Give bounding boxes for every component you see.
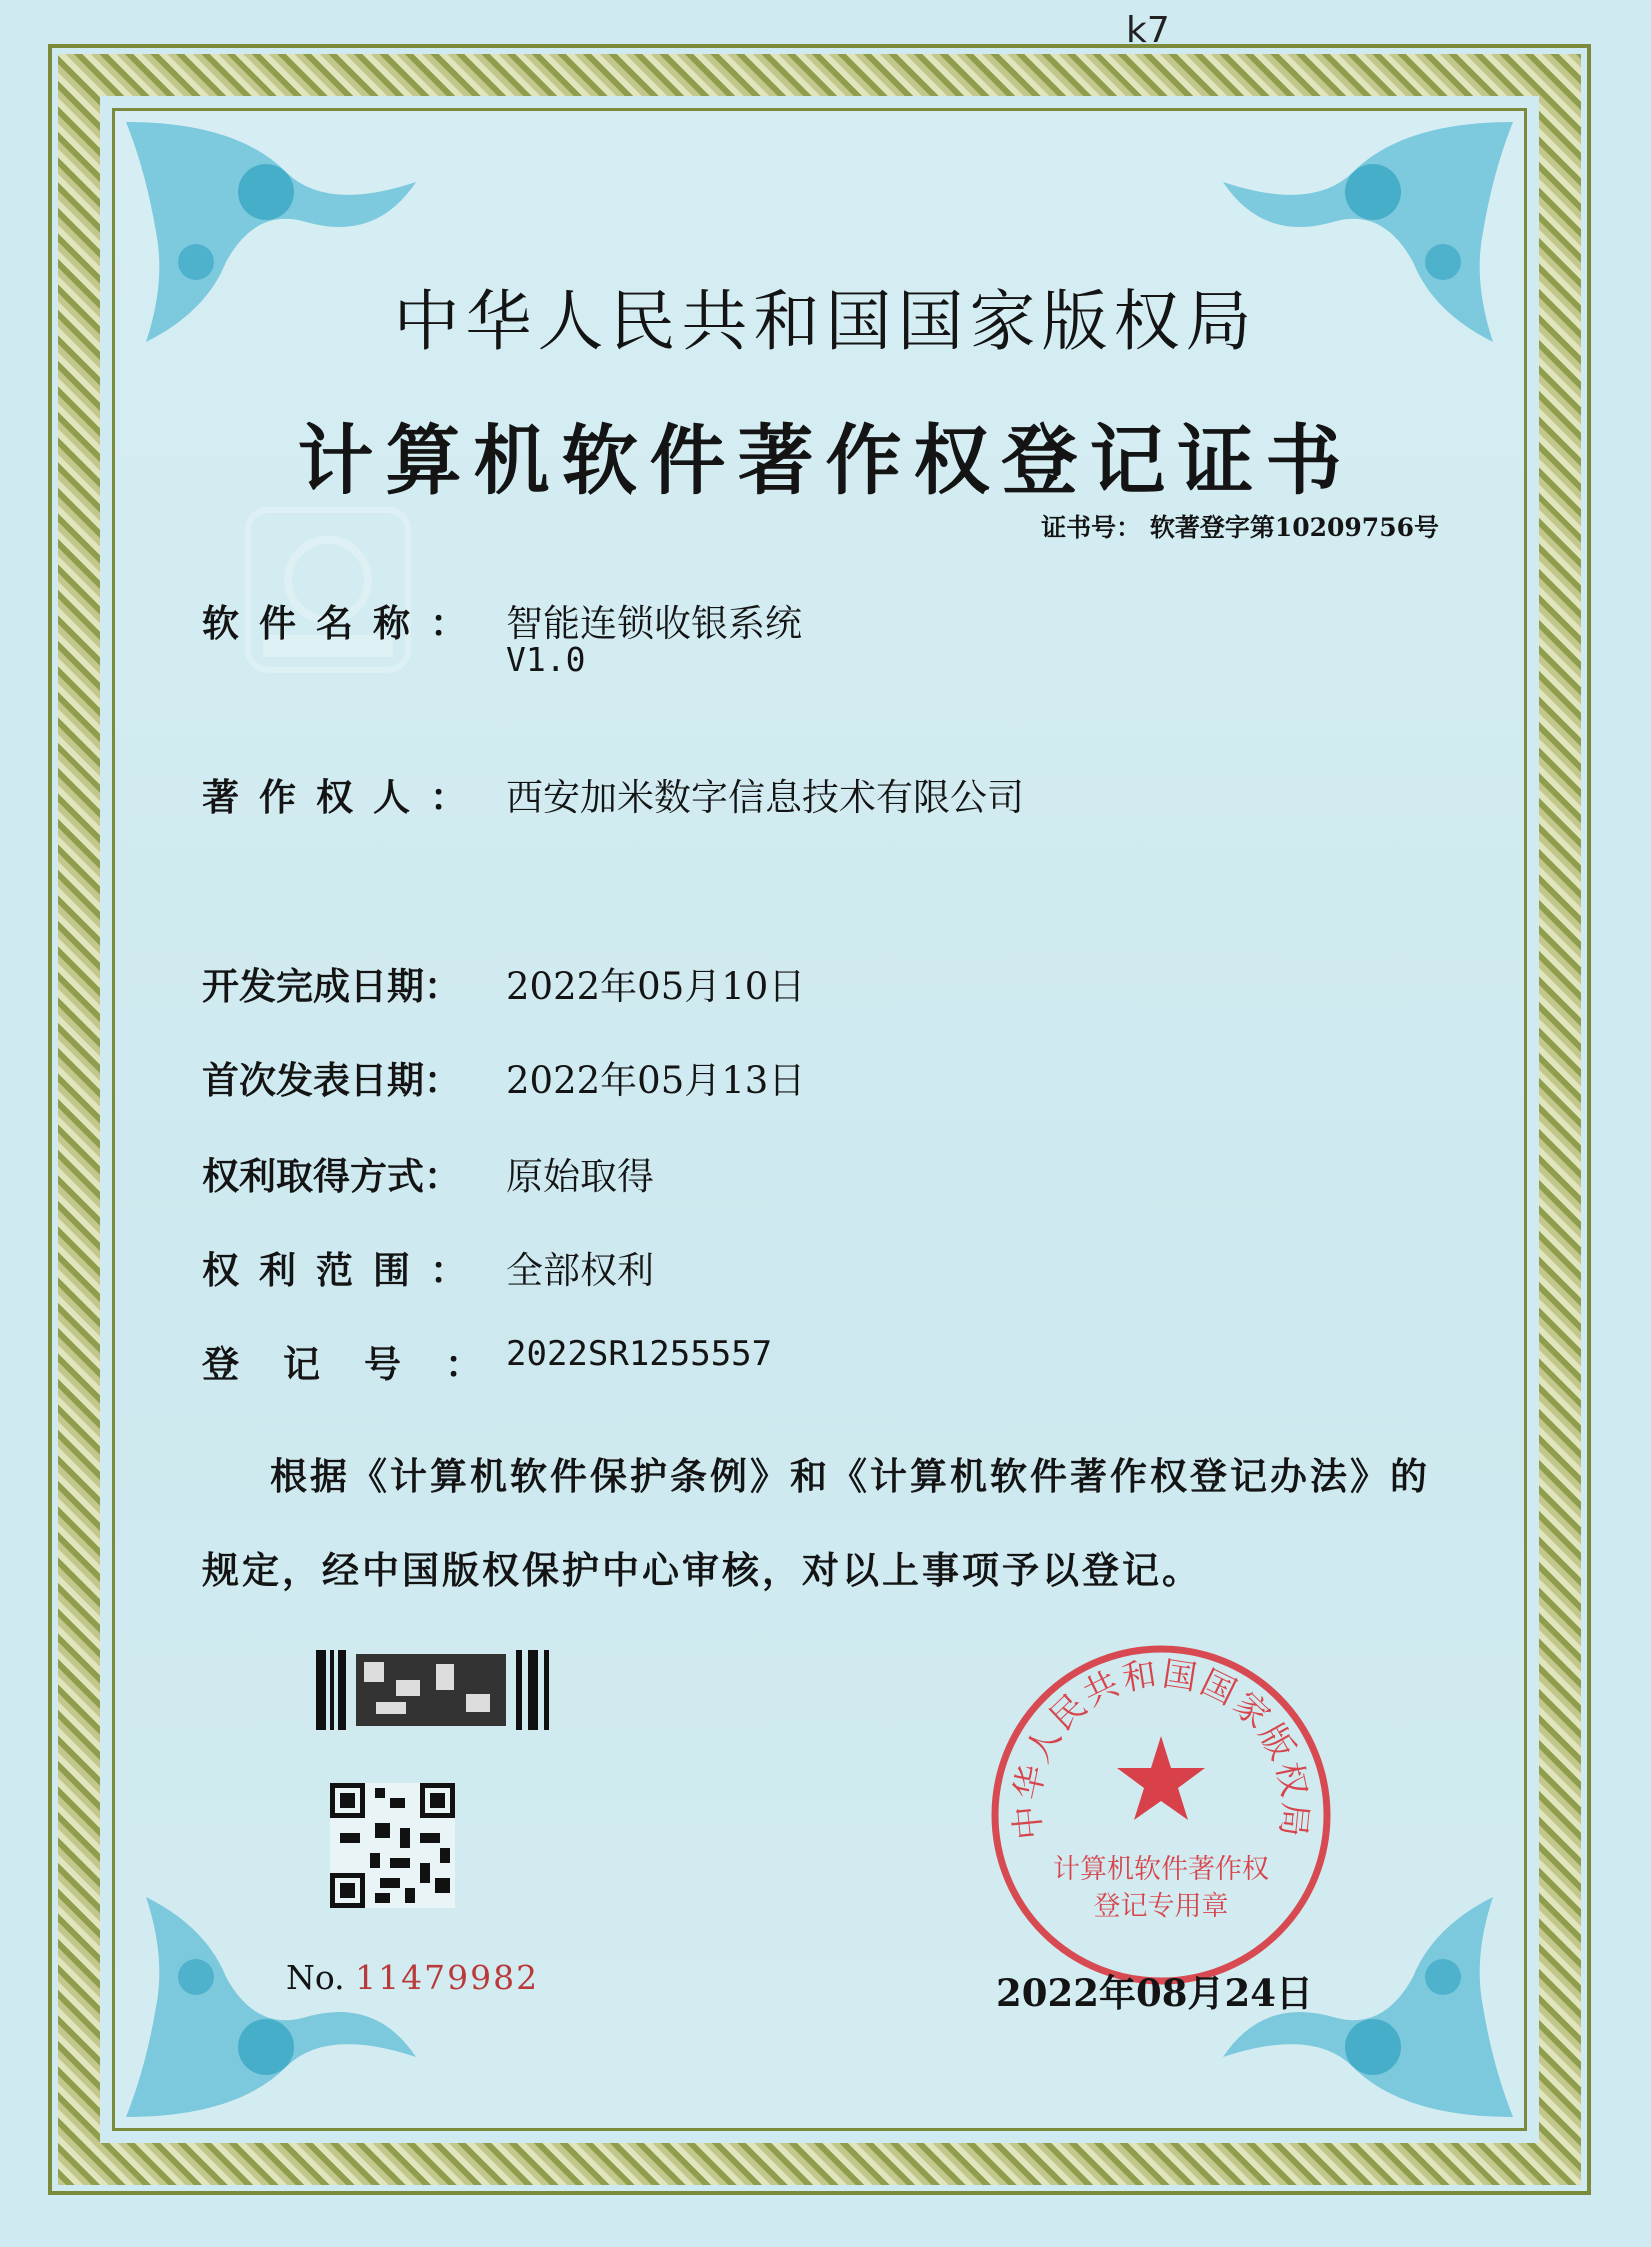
certificate-number-label: 证书号：: [1041, 513, 1142, 542]
registration-number-label: 登记号：: [202, 1342, 526, 1386]
owner-value: 西安加米数字信息技术有限公司: [506, 776, 1024, 819]
seal-line-1: 计算机软件著作权: [1053, 1854, 1269, 1885]
serial-prefix: No.: [286, 1958, 345, 1997]
acquire-method-label: 权利取得方式：: [202, 1154, 461, 1198]
acquire-method-value: 原始取得: [506, 1155, 654, 1198]
dev-date-value: 2022年05月10日: [506, 965, 806, 1008]
serial-value: 11479982: [355, 1958, 540, 1997]
issuing-authority: 中华人民共和国国家版权局: [393, 283, 1258, 360]
seal-star-icon: [1117, 1736, 1205, 1820]
owner-label: 著作权人：: [202, 775, 487, 819]
qr-code-icon: [330, 1783, 455, 1908]
registration-number-value: 2022SR1255557: [506, 1334, 773, 1374]
issue-date: 2022年08月24日: [996, 1971, 1313, 2015]
seal-ring-text: 中华人民共和国国家版权局: [1006, 1653, 1316, 1842]
statement-line-1: 根据《计算机软件保护条例》和《计算机软件著作权登记办法》的: [270, 1454, 1430, 1498]
serial-number: [286, 1958, 539, 1997]
dev-date-label: 开发完成日期：: [202, 964, 461, 1008]
software-version: V1.0: [506, 640, 586, 679]
rights-scope-label: 权利范围：: [202, 1248, 487, 1292]
barcode-icon: [316, 1650, 556, 1730]
rights-scope-value: 全部权利: [506, 1249, 654, 1292]
pub-date-label: 首次发表日期：: [202, 1058, 461, 1102]
certificate-title: 计算机软件著作权登记证书: [297, 416, 1354, 505]
certificate-number-value: 软著登字第10209756号: [1149, 513, 1439, 542]
software-name-value: 智能连锁收银系统: [506, 602, 802, 645]
statement-line-2: 规定，经中国版权保护中心审核，对以上事项予以登记。: [202, 1548, 1202, 1592]
seal-line-2: 登记专用章: [1093, 1891, 1229, 1922]
handwritten-mark: k7: [1126, 10, 1170, 51]
corner-ornament-bottom-left: [116, 1887, 456, 2127]
certificate-number: [1041, 508, 1439, 544]
software-name-label: 软件名称：: [202, 601, 487, 645]
pub-date-value: 2022年05月13日: [506, 1059, 806, 1102]
official-seal: [986, 1640, 1336, 1990]
cpcc-watermark-icon: [238, 500, 418, 680]
